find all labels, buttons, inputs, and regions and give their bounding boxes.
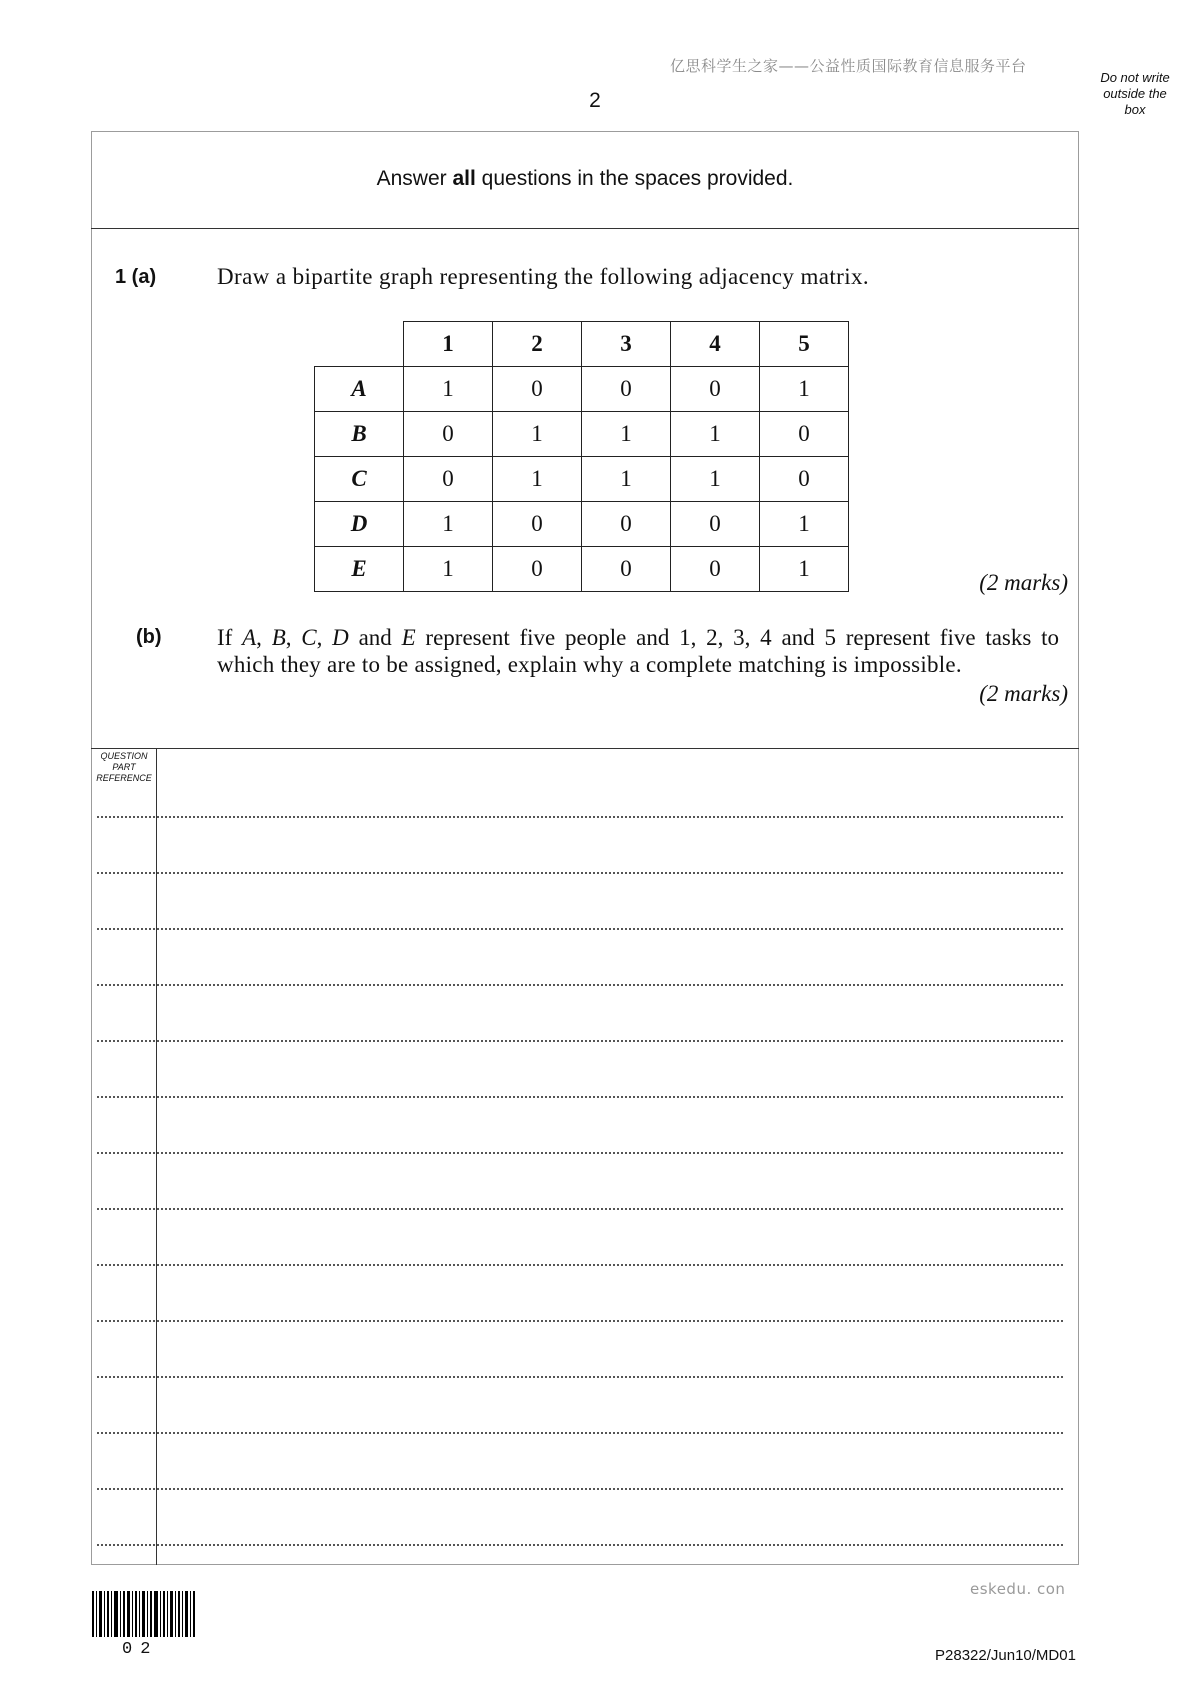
question-text: Draw a bipartite graph representing the following adjacency matrix. bbox=[217, 264, 870, 289]
part-b-text-line2: which they are to be assigned, explain why a complete matching is impossible. bbox=[217, 652, 962, 677]
answer-area-divider bbox=[91, 748, 1079, 749]
matrix-cell: 0 bbox=[582, 502, 671, 547]
reference-label-line: REFERENCE bbox=[96, 773, 152, 783]
matrix-cell: 1 bbox=[582, 457, 671, 502]
header-divider bbox=[91, 228, 1079, 229]
matrix-cell: 1 bbox=[760, 502, 849, 547]
matrix-cell: 1 bbox=[760, 367, 849, 412]
answer-line[interactable] bbox=[97, 1152, 1063, 1154]
answer-line[interactable] bbox=[97, 1488, 1063, 1490]
answer-line[interactable] bbox=[97, 1040, 1063, 1042]
matrix-cell: 1 bbox=[760, 547, 849, 592]
matrix-row bbox=[315, 412, 849, 457]
footer-watermark: eskedu. con bbox=[970, 1580, 1066, 1598]
reference-column-divider bbox=[156, 748, 157, 1565]
person-label: D bbox=[332, 625, 349, 650]
answer-line[interactable] bbox=[97, 984, 1063, 986]
matrix-col-header: 3 bbox=[582, 322, 671, 367]
person-label: B bbox=[271, 625, 286, 650]
answer-line[interactable] bbox=[97, 928, 1063, 930]
barcode bbox=[92, 1591, 196, 1637]
adjacency-matrix bbox=[314, 321, 849, 592]
instructions-post: questions in the spaces provided. bbox=[475, 167, 794, 190]
matrix-cell: 1 bbox=[493, 457, 582, 502]
matrix-cell: 1 bbox=[493, 412, 582, 457]
matrix-col-header: 4 bbox=[671, 322, 760, 367]
matrix-row bbox=[315, 502, 849, 547]
marks-part-a: (2 marks) bbox=[979, 570, 1068, 595]
matrix-row-label: D bbox=[315, 502, 404, 547]
margin-note-line: outside the bbox=[1103, 86, 1167, 101]
part-b-text-line1: If A, B, C, D and E represent five people and 1, 2, 3, 4 and 5 represent five tasks to bbox=[217, 625, 1060, 650]
margin-note bbox=[1085, 70, 1185, 118]
question-part-reference-label bbox=[93, 751, 155, 784]
margin-note-line: box bbox=[1124, 102, 1146, 117]
matrix-cell: 0 bbox=[404, 412, 493, 457]
matrix-cell: 1 bbox=[404, 547, 493, 592]
answer-line[interactable] bbox=[97, 816, 1063, 818]
matrix-cell: 0 bbox=[760, 412, 849, 457]
matrix-cell: 1 bbox=[671, 457, 760, 502]
matrix-cell: 0 bbox=[671, 502, 760, 547]
matrix-cell: 1 bbox=[404, 367, 493, 412]
matrix-cell: 0 bbox=[493, 367, 582, 412]
answer-line[interactable] bbox=[97, 1264, 1063, 1266]
matrix-row bbox=[315, 457, 849, 502]
matrix-cell: 1 bbox=[582, 412, 671, 457]
answer-line[interactable] bbox=[97, 1208, 1063, 1210]
matrix-row-label: E bbox=[315, 547, 404, 592]
marks-part-b: (2 marks) bbox=[979, 681, 1068, 706]
matrix-cell: 0 bbox=[493, 502, 582, 547]
answer-line[interactable] bbox=[97, 872, 1063, 874]
matrix-col-header: 1 bbox=[404, 322, 493, 367]
matrix-corner bbox=[315, 322, 404, 367]
page-number: 2 bbox=[589, 89, 601, 112]
answer-line[interactable] bbox=[97, 1432, 1063, 1434]
matrix-col-header: 2 bbox=[493, 322, 582, 367]
question-number: 1 (a) bbox=[115, 266, 157, 288]
answer-line[interactable] bbox=[97, 1320, 1063, 1322]
matrix-row bbox=[315, 367, 849, 412]
part-b-label: (b) bbox=[136, 626, 162, 648]
matrix-cell: 0 bbox=[582, 367, 671, 412]
instructions-pre: Answer bbox=[376, 167, 453, 190]
matrix-col-header: 5 bbox=[760, 322, 849, 367]
person-label: C bbox=[301, 625, 317, 650]
paper-code: P28322/Jun10/MD01 bbox=[935, 1647, 1076, 1664]
matrix-cell: 0 bbox=[493, 547, 582, 592]
answer-line[interactable] bbox=[97, 1096, 1063, 1098]
reference-label-line: QUESTION bbox=[100, 751, 148, 761]
matrix-cell: 1 bbox=[404, 502, 493, 547]
barcode-number: 02 bbox=[122, 1640, 159, 1659]
matrix-cell: 0 bbox=[582, 547, 671, 592]
person-label: A bbox=[242, 625, 257, 650]
instructions bbox=[91, 167, 1079, 191]
matrix-header-row bbox=[315, 322, 849, 367]
matrix-row-label: B bbox=[315, 412, 404, 457]
instructions-bold: all bbox=[452, 167, 476, 190]
matrix-cell: 0 bbox=[671, 547, 760, 592]
answer-line[interactable] bbox=[97, 1376, 1063, 1378]
matrix-row-label: A bbox=[315, 367, 404, 412]
matrix-cell: 0 bbox=[671, 367, 760, 412]
matrix-cell: 1 bbox=[671, 412, 760, 457]
margin-note-line: Do not write bbox=[1100, 70, 1170, 85]
person-label: E bbox=[401, 625, 416, 650]
matrix-cell: 0 bbox=[760, 457, 849, 502]
header-watermark: 亿思科学生之家——公益性质国际教育信息服务平台 bbox=[670, 57, 1027, 75]
matrix-cell: 0 bbox=[404, 457, 493, 502]
answer-line[interactable] bbox=[97, 1544, 1063, 1546]
reference-label-line: PART bbox=[112, 762, 136, 772]
matrix-row-label: C bbox=[315, 457, 404, 502]
